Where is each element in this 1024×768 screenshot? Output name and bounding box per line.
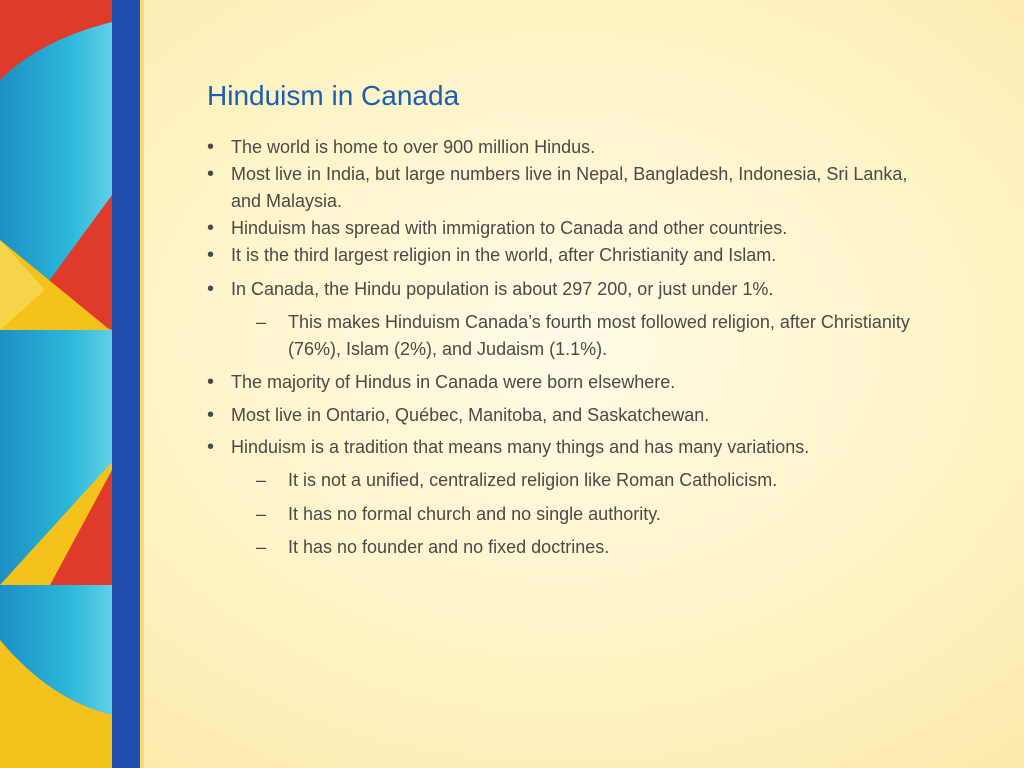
bullet-item: • Most live in Ontario, Québec, Manitoba, and Saskatchewan. — [231, 402, 921, 429]
slide-title: Hinduism in Canada — [207, 80, 460, 111]
bullet-item: • Hinduism is a tradition that means many things and has many variations. — [231, 434, 921, 461]
bullet-item: • The world is home to over 900 million Hindus. — [231, 134, 921, 161]
sub-bullet-item: – This makes Hinduism Canada’s fourth most followed religion, after Christianity (76%), Islam (2%), and Judaism (1.1%). — [288, 309, 918, 363]
bullet-item: • In Canada, the Hindu population is about 297 200, or just under 1%. — [231, 276, 921, 303]
bullet-item: • It is the third largest religion in the world, after Christianity and Islam. — [231, 242, 921, 269]
sub-bullet-item: – It has no formal church and no single authority. — [288, 501, 918, 528]
bullet-item: • Most live in India, but large numbers live in Nepal, Bangladesh, Indonesia, Sri Lanka, and Malaysia. — [231, 161, 921, 215]
sub-bullet-item: – It has no founder and no fixed doctrines. — [288, 534, 918, 561]
sub-bullet-item: – It is not a unified, centralized religion like Roman Catholicism. — [288, 467, 918, 494]
bullet-item: • Hinduism has spread with immigration to Canada and other countries. — [231, 215, 921, 242]
bullet-item: • The majority of Hindus in Canada were born elsewhere. — [231, 369, 921, 396]
